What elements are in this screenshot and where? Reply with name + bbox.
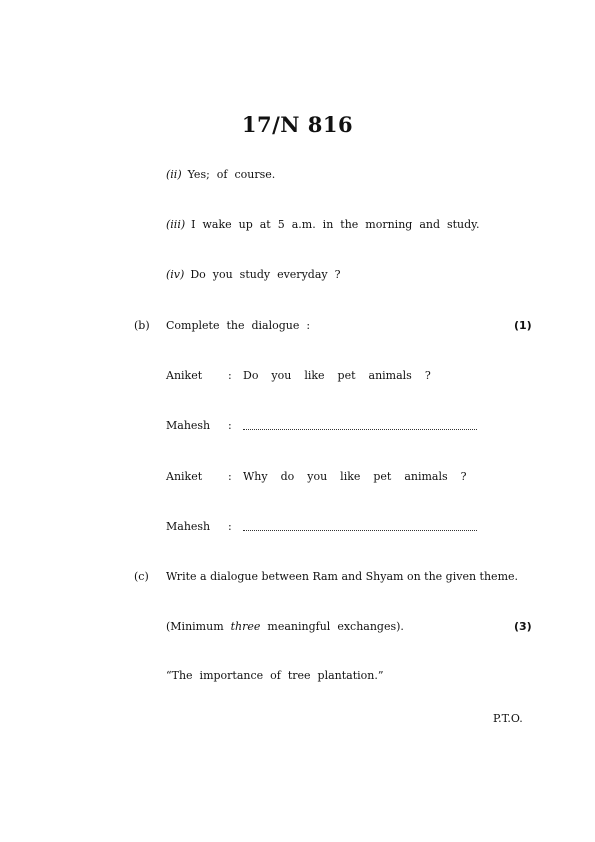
dialogue-speaker: Mahesh [166,419,211,432]
pto-label: P.T.O. [493,712,523,725]
item-numeral: (iv) [166,268,185,281]
part-b-marks: (1) [514,319,532,332]
dialogue-colon: : [228,369,232,382]
part-c-marks: (3) [514,620,532,633]
part-b-label: (b) [134,319,150,332]
dialogue-speaker: Aniket [166,470,203,483]
question-item-iv [166,268,341,282]
item-text: Yes; of course. [187,168,276,181]
answer-blank-line[interactable] [243,530,477,531]
part-c-instruction: Write a dialogue between Ram and Shyam on the given theme. [166,570,518,583]
dialogue-colon: : [228,520,232,533]
minimum-prefix: (Minimum [166,620,224,633]
part-c-label: (c) [134,570,149,583]
dialogue-colon: : [228,470,232,483]
item-text: Do you study everyday ? [190,268,341,281]
answer-blank-line[interactable] [243,429,477,430]
minimum-emphasis: three [230,620,261,633]
minimum-suffix: meaningful exchanges). [267,620,404,633]
dialogue-line: Do you like pet animals ? [243,369,431,382]
question-item-ii [166,168,275,182]
item-numeral: (ii) [166,168,182,181]
dialogue-speaker: Mahesh [166,520,211,533]
item-text: I wake up at 5 a.m. in the morning and study. [191,218,480,231]
part-b-instruction: Complete the dialogue : [166,319,311,332]
part-c-theme: “The importance of tree plantation.” [166,669,384,682]
question-item-iii [166,218,479,232]
dialogue-line: Why do you like pet animals ? [243,470,467,483]
dialogue-colon: : [228,419,232,432]
part-c-minimum-note [166,620,404,634]
item-numeral: (iii) [166,218,186,231]
page-title: 17/N 816 [241,112,354,137]
dialogue-speaker: Aniket [166,369,203,382]
